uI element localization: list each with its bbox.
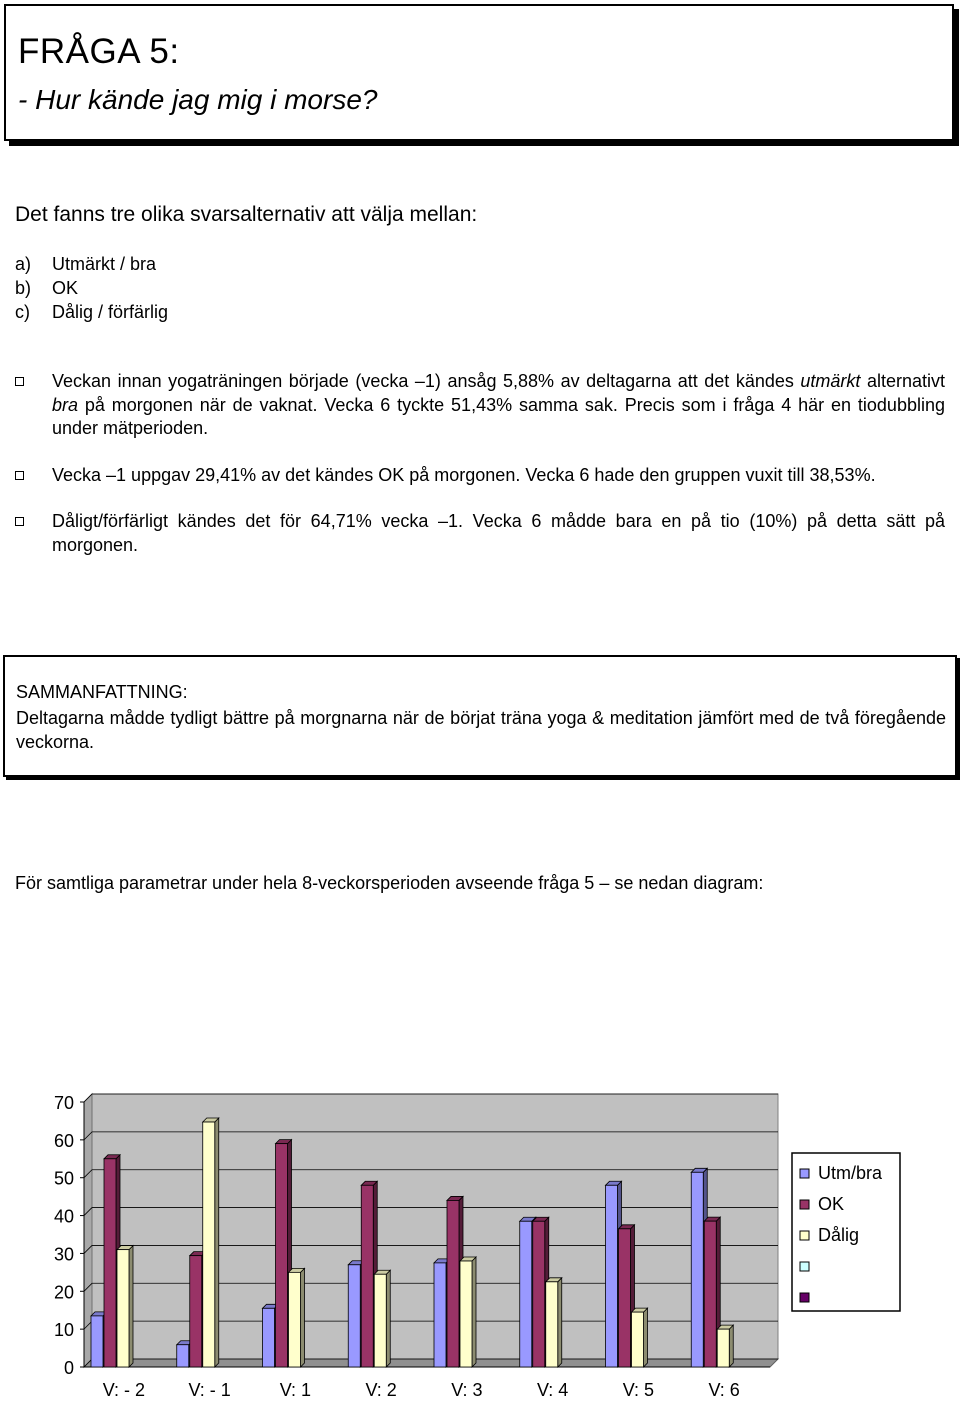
finding-text: på morgonen när de vaknat. Vecka 6 tyckte 51,43% samma sak. Precis som i fråga 4 här en tiodubbling under mätperioden. — [52, 394, 945, 438]
intro-text: Det fanns tre olika svarsalternativ att välja mellan: — [15, 203, 478, 226]
bar — [632, 1312, 644, 1367]
x-tick-label: V: 2 — [365, 1380, 397, 1400]
finding-emphasis: bra — [52, 394, 79, 415]
legend-swatch — [800, 1231, 809, 1240]
bar — [533, 1221, 545, 1367]
bar — [717, 1329, 729, 1367]
option-a — [15, 252, 168, 276]
bar-side — [129, 1246, 133, 1367]
option-c — [15, 300, 168, 324]
bar-chart — [0, 1081, 960, 1401]
bar-side — [472, 1257, 476, 1367]
bar — [619, 1229, 631, 1367]
summary-body: Deltagarna mådde tydligt bättre på morgnarna när de börjat träna yoga & meditation jämfört med de två föregående veckorna. — [16, 708, 946, 752]
legend-swatch — [800, 1200, 809, 1209]
bar-side — [301, 1268, 305, 1367]
checkbox-bullet-icon — [15, 377, 24, 386]
bar — [374, 1274, 386, 1367]
bar-side — [558, 1278, 562, 1367]
chart-intro: För samtliga parametrar under hela 8-veckorsperioden avseende fråga 5 – se nedan diagram: — [15, 873, 764, 893]
bar — [606, 1185, 618, 1367]
x-tick-label: V: - 2 — [102, 1380, 146, 1400]
legend-label: Dålig — [818, 1225, 860, 1245]
y-tick-label: 20 — [53, 1282, 74, 1303]
bar — [203, 1122, 215, 1367]
option-text: Utmärkt / bra — [52, 254, 157, 274]
option-text: OK — [52, 278, 79, 298]
finding-item — [15, 370, 945, 441]
bar — [117, 1250, 129, 1367]
option-text: Dålig / förfärlig — [52, 302, 169, 322]
bar — [520, 1221, 532, 1367]
summary-box — [3, 655, 957, 777]
y-tick-label: 40 — [53, 1206, 74, 1227]
page-title: FRÅGA 5: — [18, 32, 180, 71]
finding-text: Dåligt/förfärligt kändes det för 64,71% vecka –1. Vecka 6 mådde bara en på tio (10%) på detta sätt på morgonen. — [52, 511, 945, 555]
bar — [276, 1144, 288, 1367]
x-tick-label: V: 3 — [451, 1380, 483, 1400]
option-label: a) — [15, 254, 32, 274]
bar-side — [386, 1270, 390, 1367]
bar — [691, 1172, 703, 1367]
finding-item — [15, 510, 945, 557]
findings-list — [15, 370, 945, 580]
y-tick-label: 10 — [53, 1320, 74, 1341]
summary-heading: SAMMANFATTNING: — [16, 682, 188, 702]
bar — [348, 1265, 360, 1367]
bar — [460, 1261, 472, 1367]
checkbox-bullet-icon — [15, 471, 24, 480]
y-tick-label: 50 — [53, 1168, 74, 1189]
bar-side — [215, 1118, 219, 1367]
x-tick-label: V: 4 — [536, 1380, 569, 1400]
title-box — [4, 4, 954, 141]
y-tick-label: 60 — [53, 1130, 74, 1151]
y-tick-label: 0 — [63, 1358, 74, 1378]
option-label: c) — [15, 302, 30, 322]
bar — [361, 1185, 373, 1367]
legend-swatch — [800, 1169, 809, 1178]
y-tick-label: 70 — [53, 1093, 74, 1113]
checkbox-bullet-icon — [15, 517, 24, 526]
finding-item — [15, 464, 945, 488]
legend-swatch — [800, 1293, 809, 1302]
x-tick-label: V: 6 — [708, 1380, 740, 1400]
finding-emphasis: utmärkt — [800, 371, 861, 391]
legend-label: OK — [818, 1194, 845, 1214]
x-tick-label: V: 1 — [279, 1380, 312, 1400]
bar — [546, 1282, 558, 1367]
bar-side — [729, 1325, 733, 1367]
y-tick-label: 30 — [53, 1244, 74, 1265]
bar — [190, 1256, 202, 1367]
bar — [91, 1316, 103, 1367]
legend-label: Utm/bra — [818, 1163, 883, 1183]
option-label: b) — [15, 278, 32, 298]
bar — [263, 1308, 275, 1367]
x-tick-label: V: - 1 — [188, 1380, 231, 1400]
page-subtitle: - Hur kände jag mig i morse? — [18, 84, 378, 115]
bar — [104, 1159, 116, 1367]
bar — [434, 1263, 446, 1367]
answer-options — [15, 252, 168, 324]
legend-swatch — [800, 1262, 809, 1271]
bar — [704, 1221, 716, 1367]
x-tick-label: V: 5 — [622, 1380, 655, 1400]
bar — [177, 1345, 189, 1367]
option-b — [15, 276, 168, 300]
finding-text: Vecka –1 uppgav 29,41% av det kändes OK på morgonen. Vecka 6 hade den gruppen vuxit till 38,53%. — [52, 464, 876, 485]
finding-text: Veckan innan yogaträningen började (vecka –1) ansåg 5,88% av deltagarna att det kändes — [52, 371, 801, 391]
bar — [447, 1200, 459, 1367]
finding-text: alternativt — [860, 371, 945, 391]
bar-side — [644, 1308, 648, 1367]
bar — [289, 1272, 301, 1367]
